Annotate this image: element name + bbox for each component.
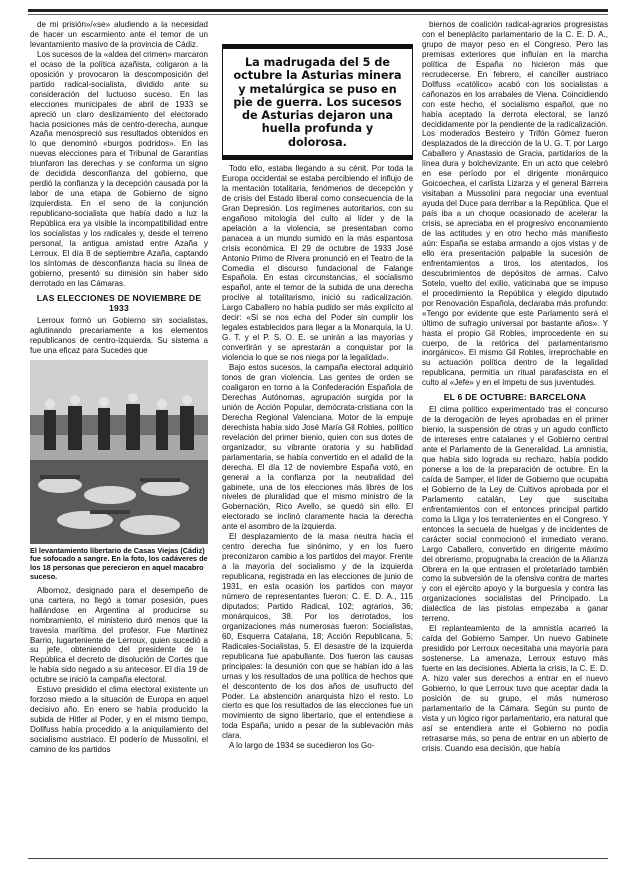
headline-box (222, 44, 413, 160)
headline: La madrugada del 5 de octubre la Asturias minera y metalúrgica se puso en pie de guerra. Los sucesos de Asturias dejaron una huella profunda y dolorosa. (233, 56, 402, 149)
paragraph: Estuvo presidido el clima electoral existente un forzoso miedo a la situación de Europa en aquel decisivo año. En enero se había producido la subida de Hitler al Poder, y en el mismo tiempo, Dollfuss había procedido a la aniquilamiento del socialismo austriaco. El poderío de Mussolini, el camino de los partidos (30, 685, 208, 754)
column-left (30, 20, 208, 856)
paragraph: El desplazamiento de la masa neutra hacia el centro derecha fue sinónimo, y en los fuero preconizaron cambio a los partidos del mayor. Frente a la mayoría del socialismo y de la izquierda republicana, registrada en las elecciones de junio de 1931, en esta ocasión los partidos con mayor número de representantes fueron: C. E. D. A., 115 diputados; Partido Radical, 102; agrarios, 36; monárquicos, 38. Por los derrotados, los organizaciones más numerosas fueron: Socialistas, 60, Esquerra Catalana, 18; Acción Republicana, 5; Radicales-Socialistas, 5. El desastre de la izquierda republicana fue apabullante. Dos fueron las causas principales: la desunión con que se habían ido a las urnas y los resultados de una política de hechos que el descontento de los dos años de usufructo del Poder. La abstención anarquista hizo el resto. Lo cierto es que los resultados de las elecciones fue un movimiento de signo libertario, que el entendiese a toda España, unido a pesar de la sublevación más clara. (222, 532, 413, 741)
top-rule (28, 9, 608, 12)
top-rule-thin (28, 14, 608, 15)
paragraph: Bajo estos sucesos, la campaña electoral adquirió tonos de gran violencia. Las gentes de orden se coaligaron en torno a la Confederación Española de Derechas Autónomas, agrupación surgida por la unión de Acción Popular, demócrata-cristiana con la Derecha Regional Valenciana. Motor de la empuje derechista había sido José María Gil Robles, político revelación del primer bienio, quien con sus dotes de organizador, su vibrante oratoria y su habilidad parlamentaria, se había convertido en el adalid de la derecha. El día 12 de noviembre España votó, en general a la confianza por la neutralidad del gabinete, una de los elecciones más libres de los niveles de pluralidad que el mismo ministro de la Gobernación, Rico Avello, se quedó sin ello. El electorado se inclinó claramente hacia la derecha ante el asombro de la izquierda. (222, 363, 413, 532)
photo-illustration (30, 360, 208, 544)
column-right (422, 20, 608, 856)
paragraph: de mi prisión»/«se» aludiendo a la necesidad de hacer un escarmiento ante el temor de un levantamiento masivo de la provincia de Cádiz. (30, 20, 208, 49)
photo-caption: El levantamiento libertario de Casas Viejas (Cádiz) fue sofocado a sangre. En la foto, los cadáveres de los 18 personas que perecieron en aquel macabro suceso. (30, 545, 208, 581)
bottom-rule (28, 858, 608, 859)
paragraph: Lerroux formó un Gobierno sin socialistas, aglutinando precariamente a los elementos republicanos de centro-izquierda. Su sistema a fue una eficaz para Sucedes que (30, 315, 208, 355)
headline-rule-top (223, 45, 412, 49)
paragraph: El clima político experimentado tras el concurso de la derogación de leyes aprobadas en el primer bienio, la suspensión de otras y un agudo conflicto de intereses entre catalanes y el Gobierno central ante el Parlamento de la Generalidad. La amnistía, que había sido lograda su rechazo, había podido ponerse a los de la preparación de octubre. En la caída de Samper, el líder de Gobierno que ocupaba el Gobierno de la Ley de Cultivos aprobada por el Parlamento catalán, Ley que suscitaba enfrentamientos con el entonces principal partido como la Lliga y los terratenientes en el Congreso. Y entonces la secuela de huelgas y de incidentes de carácter social conmocionó el inmediato verano. Largo Caballero, convertido en dirigente máximo del obrerismo, propugnaba la creación de la Alianza Obrera en la que entrasen el proletariado también como la subversión de la ofensiva contra de martes y con el ejército apoyo y la burguesía y contra las organizaciones socialistas del Principado. La dialéctica de las pistolas empezaba a ganar terreno. (422, 405, 608, 624)
section-subhead: EL 6 DE OCTUBRE: BARCELONA (443, 392, 587, 403)
paragraph: Todo ello, estaba llegando a su cénit. Por toda la Europa occidental se estaba percibiendo el influjo de la mentación totalitaria, fenómenos de decepción y de crisis del Estado liberal como consecuencia de la Gran Depresión. Los regímenes autoritarios, con su engañoso mitología del culto al líder y de la apelación a la violencia, se presentaban como panacea a un mundo sumido en la más espantosa crisis económica. El 29 de octubre de 1933 José Antonio Primo de Rivera pronunció en el Teatro de la Comedia el discurso fundacional de Falange Española. En estas circunstancias, el socialismo español, ante el temor de la subida de una derecha proclive al totalitarismo, inició su radicalización. Largo Caballero no había pudido ser más explícito al decir: «Si se nos echa del Poder sin cumplir los legales establecidos para llegar a la Monarquía, la U. G. T. y el P. S. O. E. se unirán a las mayorías y convertirán y se aprestarán a conquistar por la violencia lo que se nos niega por la legalidad». (222, 164, 413, 363)
headline-rule-bottom (223, 155, 412, 159)
paragraph: El replanteamiento de la amnistía acarreó la caída del Gobierno Samper. Un nuevo Gabinete presidido por Lerroux necesitaba una mayoría para sostenerse. La amenaza, Lerroux estuvo más fuerte en las decisiones. Abierta la crisis, la C. E. D. A. hizo valer sus derechos a entrar en el nuevo Gobierno, lo que Lerroux tuvo que aceptar dada la posición de su grupo, el más numeroso parlamentario de la Cámara. Según su punto de vista y un lógico rigor parlamentario, era natural que así se entendiera ante el Gobierno no podía retrasarse más, so pena de entrar en un abierto de crisis. Cuando esa decisión, que había (422, 624, 608, 753)
section-subhead: LAS ELECCIONES DE NOVIEMBRE DE 1933 (36, 292, 202, 313)
paragraph: biernos de coalición radical-agrarios progresistas con el beneplácito parlamentario de la C. E. D. A., grupo de mayor peso en el Congreso. Pero las premisas exteriores que influían en la marcha política de España no hicieron más que recrudecerse. En febrero, el canciller austriaco Dollfuss «católico» acabó con los socialistas a cañonazos en los arrabales de Viena. Coincidiendo con este hecho, el socialismo español, que no había aceptado la derrota electoral, se lanzó decididamente por la pendiente de la radicalización. Los moderados Besteiro y Trifón Gómez fueron desplazados de la dirección de la U. G. T. por Largo Caballero y Anastasio de Gracia, partidarios de la línea dura y bolchevizante. En un acto que celebró en ese período por el dirigente monárquico Goicoechea, el carlista Lizarza y el general Barrera visitaban a Mussolini para negociar una eventual ayuda del Duce para derribar a la República. Que el país iba a un choque ocasionado de acelerar la crisis, se apreciaba en el progresivo enconamiento de las actitudes y en otro hecho más manifiesto aún: España se estaba armando a ojos vistas y de ello era presentación palpable la sucesión de enfrentamientos a tiros, los atentados, los descubrimientos de depósitos de armas. Calvo Sotelo, vuelto del exilio, vaticinaba que se impuso el procedimiento la República y elegido diputado por Renovación Española, declaraba más profundo: «Tengo por evidente que este Parlamento será el último de sufragio universal por bastante años». Y hasta el propio Gil Robles, improcedente en su cuerpo, de la retórica del parlamentarismo inorgánico». El mismo Gil Robles, irreprochable en su actuación política dentro de la legalidad republicana, permitía un ritual parafascista en el culto al «Jefe» y en el ímpetu de sus juventudes. (422, 20, 608, 388)
column-middle (222, 164, 413, 856)
paragraph: Los sucesos de la «aldea del crimen» marcaron el ocaso de la política azañista, coligaron a la oposición y provocaron la descomposición del partido radical-socialista, dividido ante su consideración del luctuoso suceso. En las elecciones municipales de abril de 1933 se apreció un claro deslizamiento del electorado hacia posiciones más de centro-derecha, aunque Azaña menospreció sus resultados obtenidos en lo que denominó «burgos podridos». En las nuevas elecciones para el Tribunal de Garantías triunfaron las derechas y se conforma un signo de decidida desconfianza del gobierno, que perdió la confianza y la decepción causada por la labor de una etapa de Gobierno de signo izquierdista. En el seno de la conjunción republicano-socialista que había dado a luz la República era ya visible la incompatibilidad entre los socialistas y los radicales y, desde el terreno personal, la antigua amistad entre Azaña y Lerroux. El día 8 de septiembre Azaña, captando los síntomas de desconfianza hacia su línea de gobierno, presentó su dimisión sin haber sido derrotado en las Cámaras. (30, 49, 208, 288)
news-photo (30, 360, 208, 544)
paragraph: Albornoz, designado para el desempeño de una cartera, no llegó a tomar posesión, pues hallándose en Argentina al producirse su nombramiento, el ministerio duró menos que la travesía marítima del profesor. Fue Martínez Barrio, lugarteniente de Lerroux, quien sucedió a su jefe, obteniendo del presidente de la República el decreto de disolución de Cortes que le había sido negado a su antecesor. El día 19 de octubre se inició la campaña electoral. (30, 585, 208, 685)
paragraph: A lo largo de 1934 se sucedieron los Go- (229, 741, 375, 751)
